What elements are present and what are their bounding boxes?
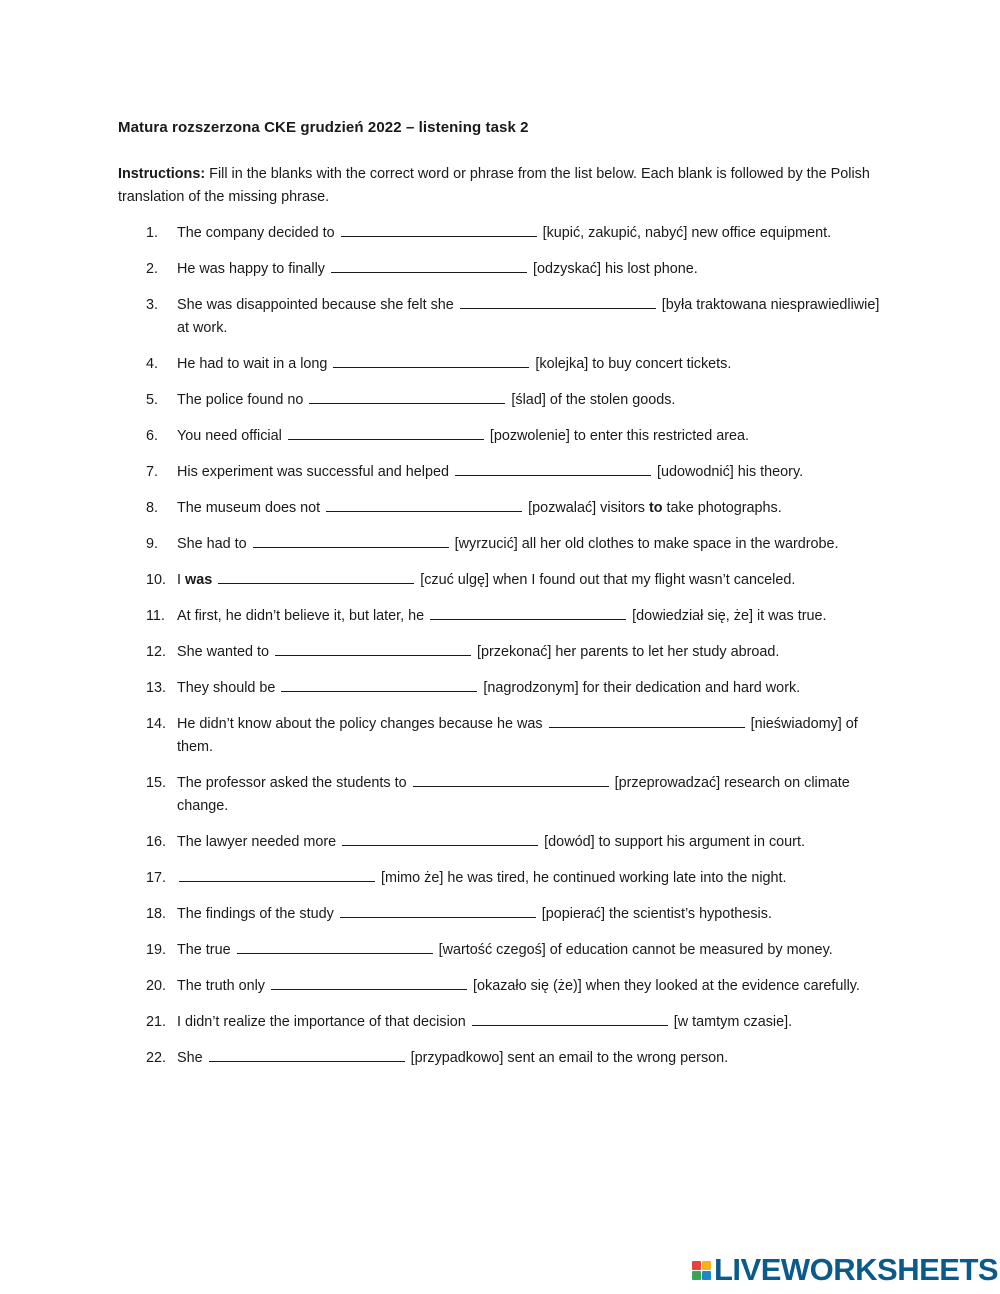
item-number: 19. xyxy=(146,942,167,958)
exercise-item xyxy=(0,713,890,759)
logo-square-2 xyxy=(702,1261,711,1270)
item-text-before: She xyxy=(177,1050,207,1066)
exercise-item xyxy=(0,831,890,854)
item-number: 16. xyxy=(146,834,167,850)
item-text-before: I didn’t realize the importance of that decision xyxy=(177,1014,470,1030)
answer-blank[interactable] xyxy=(271,976,467,990)
answer-blank[interactable] xyxy=(218,570,414,584)
item-number: 9. xyxy=(146,536,159,552)
item-text-after: [czuć ulgę] when I found out that my flight wasn’t canceled. xyxy=(416,572,796,588)
item-number: 20. xyxy=(146,978,167,994)
item-text-before: He had to wait in a long xyxy=(177,356,332,372)
item-text-after: [przekonać] her parents to let her study abroad. xyxy=(473,644,780,660)
item-text-before: At first, he didn’t believe it, but later, he xyxy=(177,608,429,624)
item-text-after: [pozwalać] visitors xyxy=(524,500,649,516)
exercise-item xyxy=(0,1011,890,1034)
item-text-before: The lawyer needed more xyxy=(177,834,341,850)
item-number: 5. xyxy=(146,392,159,408)
exercise-item xyxy=(0,294,890,340)
item-text-after: [okazało się (że)] when they looked at the evidence carefully. xyxy=(469,978,860,994)
exercise-item xyxy=(0,975,890,998)
logo-square-3 xyxy=(692,1271,701,1280)
item-number: 15. xyxy=(146,775,167,791)
answer-blank[interactable] xyxy=(309,390,505,404)
answer-blank[interactable] xyxy=(281,678,477,692)
item-text-after: [udowodnić] his theory. xyxy=(652,464,804,480)
exercise-list xyxy=(0,222,1000,1083)
item-text-after: [nieświadomy] of them. xyxy=(177,716,858,755)
answer-blank[interactable] xyxy=(253,534,449,548)
item-text-after: take photographs. xyxy=(662,500,782,516)
answer-blank[interactable] xyxy=(237,940,433,954)
item-number: 22. xyxy=(146,1050,167,1066)
item-number: 18. xyxy=(146,906,167,922)
logo-square-4 xyxy=(702,1271,711,1280)
answer-blank[interactable] xyxy=(326,498,522,512)
item-number: 10. xyxy=(146,572,167,588)
item-number: 6. xyxy=(146,428,159,444)
answer-blank[interactable] xyxy=(341,223,537,237)
exercise-item xyxy=(0,867,890,890)
answer-blank[interactable] xyxy=(430,606,626,620)
exercise-item xyxy=(0,222,890,245)
item-text-after: [ślad] of the stolen goods. xyxy=(507,392,676,408)
item-text-before: They should be xyxy=(177,680,280,696)
exercise-item xyxy=(0,605,890,628)
exercise-item xyxy=(0,389,890,412)
liveworksheets-logo-icon xyxy=(692,1261,711,1280)
answer-blank[interactable] xyxy=(331,259,527,273)
exercise-item xyxy=(0,258,890,281)
item-text-after: [pozwolenie] to enter this restricted area. xyxy=(485,428,749,444)
answer-blank[interactable] xyxy=(179,868,375,882)
instructions-text: Fill in the blanks with the correct word or phrase from the list below. Each blank is followed by the Polish translation of the missing phrase. xyxy=(118,166,870,205)
item-text-after: [odzyskać] his lost phone. xyxy=(528,261,698,277)
item-text-before: The truth only xyxy=(177,978,269,994)
item-text-before: The company decided to xyxy=(177,225,339,241)
worksheet-title: Matura rozszerzona CKE grudzień 2022 – listening task 2 xyxy=(118,119,529,136)
exercise-item xyxy=(0,425,890,448)
exercise-item xyxy=(0,533,890,556)
item-number: 4. xyxy=(146,356,159,372)
item-text-before: You need official xyxy=(177,428,286,444)
item-text-after: [dowiedział się, że] it was true. xyxy=(628,608,827,624)
exercise-item xyxy=(0,497,890,520)
answer-blank[interactable] xyxy=(340,904,536,918)
logo-text: LIVEWORKSHEETS xyxy=(714,1252,999,1287)
item-text: I xyxy=(177,572,185,588)
item-text-before: He didn’t know about the policy changes because he was xyxy=(177,716,547,732)
item-text-after: [nagrodzonym] for their dedication and hard work. xyxy=(479,680,801,696)
item-number: 12. xyxy=(146,644,167,660)
item-number: 14. xyxy=(146,716,167,732)
item-number: 17. xyxy=(146,870,167,886)
liveworksheets-logo xyxy=(692,1253,998,1287)
item-text-after: [kolejka] to buy concert tickets. xyxy=(531,356,732,372)
item-text-after: [dowód] to support his argument in court. xyxy=(540,834,805,850)
item-text-before: He was happy to finally xyxy=(177,261,329,277)
item-text-before: The museum does not xyxy=(177,500,325,516)
instructions xyxy=(118,163,888,209)
logo-square-1 xyxy=(692,1261,701,1270)
item-text-before: The true xyxy=(177,942,235,958)
item-number: 7. xyxy=(146,464,159,480)
item-number: 1. xyxy=(146,225,159,241)
exercise-item xyxy=(0,903,890,926)
exercise-item xyxy=(0,353,890,376)
item-text-before: She was disappointed because she felt she xyxy=(177,297,458,313)
item-text-before: His experiment was successful and helped xyxy=(177,464,453,480)
exercise-item xyxy=(0,772,890,818)
item-text-before: The findings of the study xyxy=(177,906,338,922)
item-number: 13. xyxy=(146,680,167,696)
item-text-after: [przeprowadzać] research on climate change. xyxy=(177,775,850,814)
item-text-after: [w tamtym czasie]. xyxy=(669,1014,793,1030)
item-text-after: [wartość czegoś] of education cannot be measured by money. xyxy=(434,942,833,958)
item-number: 11. xyxy=(146,608,165,624)
answer-blank[interactable] xyxy=(275,642,471,656)
answer-blank[interactable] xyxy=(455,462,651,476)
item-text-before xyxy=(212,572,216,588)
item-number: 2. xyxy=(146,261,159,277)
answer-blank[interactable] xyxy=(460,295,656,309)
answer-blank[interactable] xyxy=(549,714,745,728)
instructions-label: Instructions: xyxy=(118,166,206,182)
item-text-after: [popierać] the scientist’s hypothesis. xyxy=(537,906,772,922)
exercise-item xyxy=(0,677,890,700)
answer-blank[interactable] xyxy=(342,832,538,846)
item-text-after: [była traktowana niesprawiedliwie] at work. xyxy=(177,297,880,336)
exercise-item xyxy=(0,939,890,962)
item-text-before: The police found no xyxy=(177,392,308,408)
exercise-item xyxy=(0,569,890,592)
item-text-before: She wanted to xyxy=(177,644,274,660)
answer-blank[interactable] xyxy=(333,354,529,368)
item-number: 21. xyxy=(146,1014,167,1030)
item-text-before: She had to xyxy=(177,536,251,552)
item-text-after: [mimo że] he was tired, he continued working late into the night. xyxy=(377,870,787,886)
exercise-item xyxy=(0,1047,890,1070)
item-text-after: [przypadkowo] sent an email to the wrong person. xyxy=(406,1050,729,1066)
item-number: 8. xyxy=(146,500,159,516)
item-text-after: [wyrzucić] all her old clothes to make space in the wardrobe. xyxy=(450,536,839,552)
answer-blank[interactable] xyxy=(413,773,609,787)
answer-blank[interactable] xyxy=(472,1012,668,1026)
item-bold-word: to xyxy=(648,500,663,516)
item-text-before: The professor asked the students to xyxy=(177,775,411,791)
answer-blank[interactable] xyxy=(209,1048,405,1062)
exercise-item xyxy=(0,461,890,484)
item-bold-word: was xyxy=(185,572,213,588)
exercise-item xyxy=(0,641,890,664)
item-text-after: [kupić, zakupić, nabyć] new office equipment. xyxy=(538,225,832,241)
answer-blank[interactable] xyxy=(288,426,484,440)
item-number: 3. xyxy=(146,297,159,313)
